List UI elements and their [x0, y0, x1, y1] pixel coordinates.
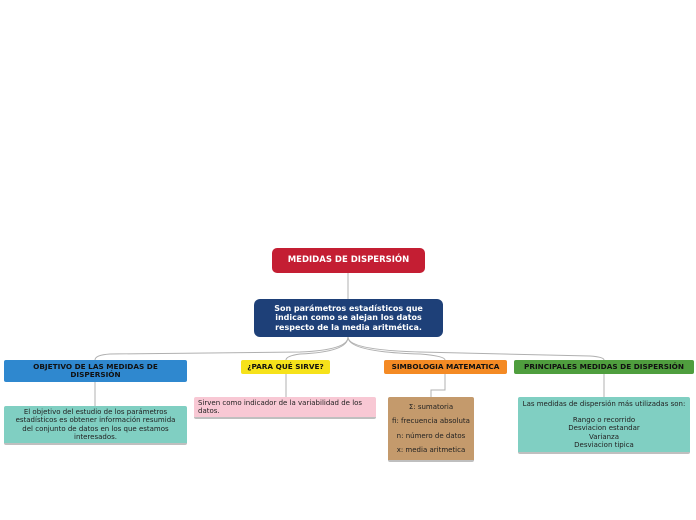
symbol-frecuencia: fi: frecuencia absoluta [392, 417, 470, 426]
category-objetivo[interactable] [4, 360, 187, 382]
category-principales-title: PRINCIPALES MEDIDAS DE DISPERSIÓN [524, 361, 684, 371]
objetivo-leaf[interactable] [4, 406, 187, 445]
symbol-numero-datos: n: número de datos [396, 431, 466, 440]
principal-item-desviacion-estandar: Desviacion estandar [568, 424, 640, 433]
root-title: MEDIDAS DE DISPERSIÓN [287, 254, 410, 265]
principal-item-desviacion-tipica: Desviacion tipica [574, 440, 634, 449]
category-objetivo-title: OBJETIVO DE LAS MEDIDAS DE DISPERSIÓN [33, 361, 158, 379]
symbol-media: x: media aritmetica [396, 445, 466, 454]
para-que-leaf[interactable] [194, 397, 376, 419]
category-para-que-sirve[interactable] [241, 360, 330, 374]
connector-to-simbologia [348, 337, 445, 360]
principales-intro: Las medidas de dispersión más utilizadas son: [522, 400, 686, 409]
principales-leaf[interactable] [518, 397, 690, 454]
definition-text: Son parámetros estadísticos que indican como se alejan los datos respecto de la media aritmética. [274, 304, 423, 332]
connector-to-principales [348, 337, 604, 360]
simbologia-leaf[interactable] [388, 397, 474, 462]
category-para-que-sirve-title: ¿PARA QUÉ SIRVE? [247, 361, 324, 371]
connector-to-objetivo [95, 337, 348, 360]
category-simbologia[interactable] [384, 360, 507, 374]
definition-node[interactable] [254, 299, 443, 337]
category-principales[interactable] [514, 360, 694, 374]
root-node[interactable] [272, 248, 425, 273]
category-simbologia-title: SIMBOLOGIA MATEMATICA [391, 361, 500, 371]
principal-item-rango: Rango o recorrido [572, 416, 636, 425]
connector-to-para-que [286, 337, 348, 360]
principal-item-varianza: Varianza [588, 432, 620, 441]
para-que-text: Sirven como indicador de la variabilidad de los datos. [198, 398, 363, 415]
connector-simbologia-leaf [431, 374, 445, 397]
symbol-sumatoria: Σ: sumatoria [408, 403, 454, 412]
objetivo-text: El objetivo del estudio de los parámetros estadísticos es obtener información resumida del conjunto de datos en los que estamos interesados. [15, 408, 176, 441]
